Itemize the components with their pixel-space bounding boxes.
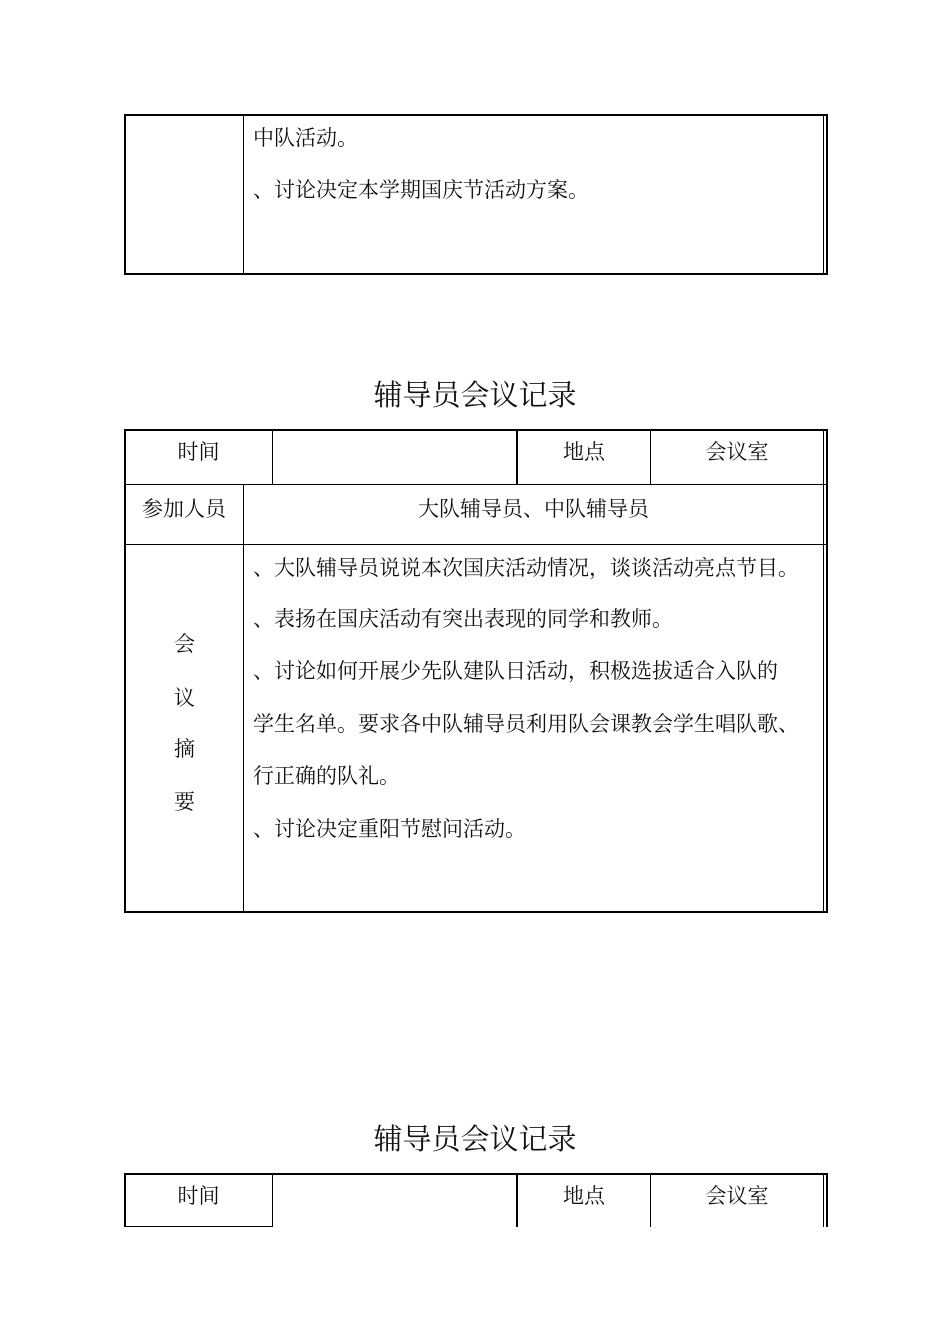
summary-line: 、讨论决定重阳节慰问活动。 [253, 817, 526, 841]
table-border [823, 114, 824, 275]
table-border [124, 911, 828, 913]
summary-label-char: 会 [174, 632, 195, 656]
table-border [124, 544, 828, 545]
table-border [124, 114, 828, 116]
table-border [272, 429, 273, 485]
summary-label-char: 摘 [174, 737, 195, 761]
page-title: 辅导员会议记录 [373, 378, 577, 412]
summary-line: 、讨论如何开展少先队建队日活动，积极选拔适合入队的 [253, 659, 778, 683]
table-border [124, 1173, 828, 1175]
summary-line: 行正确的队礼。 [253, 764, 400, 788]
table-border [124, 484, 828, 485]
summary-label-char: 议 [174, 686, 195, 710]
table-border [243, 114, 244, 275]
place-value: 会议室 [705, 440, 769, 464]
table-border [124, 273, 828, 275]
table-border [823, 429, 824, 913]
place-label: 地点 [563, 440, 605, 464]
summary-line: 、表扬在国庆活动有突出表现的同学和教师。 [253, 607, 673, 631]
summary-line: 、讨论决定本学期国庆节活动方案。 [253, 178, 589, 202]
table-border [124, 429, 828, 431]
attendees-value: 大队辅导员、中队辅导员 [418, 497, 649, 521]
summary-line: 、大队辅导员说说本次国庆活动情况，谈谈活动亮点节目。 [253, 556, 799, 580]
table-border [272, 1173, 273, 1227]
time-label: 时间 [177, 1184, 220, 1208]
table-border [823, 1173, 824, 1227]
table-border [826, 114, 828, 275]
place-value: 会议室 [705, 1184, 769, 1208]
summary-label-char: 要 [174, 790, 195, 814]
table-border [124, 114, 126, 275]
place-label: 地点 [563, 1184, 605, 1208]
table-border [826, 1173, 828, 1227]
table-border [826, 429, 828, 913]
attendees-label: 参加人员 [142, 497, 226, 521]
table-border [124, 1226, 273, 1227]
time-label: 时间 [177, 440, 220, 464]
summary-line: 中队活动。 [253, 126, 358, 150]
page-title: 辅导员会议记录 [373, 1122, 577, 1156]
summary-line: 学生名单。要求各中队辅导员利用队会课教会学生唱队歌、 [253, 712, 799, 736]
